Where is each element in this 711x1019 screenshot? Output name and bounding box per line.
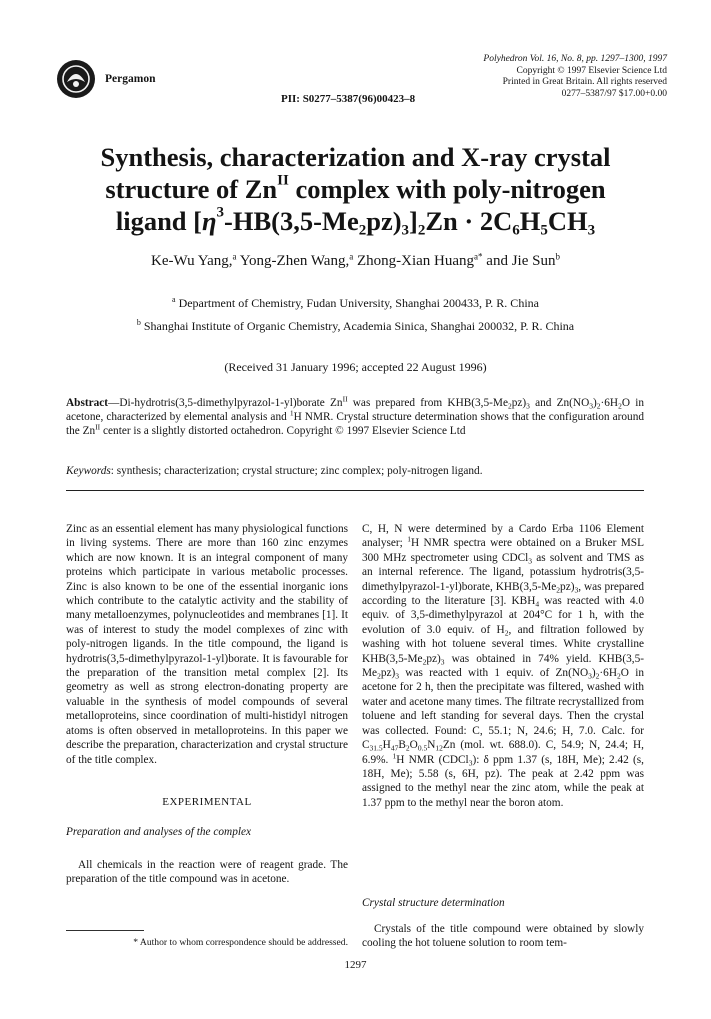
publisher-name: Pergamon bbox=[105, 73, 156, 85]
journal-citation: Polyhedron Vol. 16, No. 8, pp. 1297–1300, 1997 bbox=[483, 54, 667, 64]
subheading-preparation: Preparation and analyses of the complex bbox=[66, 826, 252, 838]
title-line-2: structure of $Zn^{II}$ complex with poly-nitrogen bbox=[105, 172, 606, 204]
left-column-intro bbox=[66, 522, 348, 767]
analysis-paragraph: C, H, N were determined by a Cardo Erba 1106 Element analyser; $^1$H NMR spectra were obtained on a Bruker MSL 300 MHz spectrometer using CDCl$_3$ as solvent and TMS as an internal reference. The ligand, potassium hydrotris(3,5-dimethylpyrazol-1-yl)borate, $KHB(3,5-Me_2pz)_3$, was prepared according to the literature [3]. $KBH_4$ was reacted with 4.0 equiv. of 3,5-dimethylpyrazol at 204°C for 1 h, with the evolution of 3.0 equiv. of $H_2$, and filtration followed by washing with hot toluene several times. White crystalline $KHB(3,5-Me_2pz)_3$ was obtained in 74% yield. $KHB(3,5-Me_2pz)_3$ was reacted with 1 equiv. of $Zn(NO_3)_2\cdot 6H_2O$ in acetone for 2 h, then the precipitate was filtered, washed with water and acetone many times. The filtrate recrystallized from toluene and left standing for several days. Then the crystal was collected. Found: C, 55.1; N, 24.6; H, 7.0. Calc. for $C_{31.5}H_{47}B_2O_{0.5}N_{12}Zn$ (mol. wt. 688.0). C, 54.9; N, 24.4; H, 6.9%. $^1$H NMR (CDCl$_3$): δ ppm 1.37 (s, 18H, Me); 2.42 (s, 18H, Me); 5.58 (s, 6H, pz). The peak at 2.42 ppm was assigned to the methyl near the zinc atom, while the peak at 1.37 ppm to the methyl near the boron atom. bbox=[362, 523, 644, 809]
preparation-paragraph: All chemicals in the reaction were of reagent grade. The preparation of the title compound was in acetone. bbox=[66, 859, 348, 886]
keywords: Keywords: synthesis; characterization; crystal structure; zinc complex; poly-nitrogen ligand. bbox=[66, 465, 483, 477]
abstract-divider bbox=[66, 490, 644, 491]
section-heading-experimental: EXPERIMENTAL bbox=[162, 796, 252, 808]
article-title bbox=[40, 141, 671, 237]
intro-paragraph: Zinc as an essential element has many physiological functions in living systems. There are more than 160 zinc enzymes which are now known. It is an integral component of many proteins which participate in various metabolic processes. Zinc is also known to be one of the essential inorganic ions which contribute to the catalytic activity and the stability of many metalloenzymes, polynucleotides and membranes [1]. It was of interest to study the model complexes of zinc with poly-nitrogen ligands. In the title compound, the ligand is hydrotris(3,5-dimethylpyrazol-1-yl)borate. It is favourable for the preparation of the transition metal complex [2]. Its geometry as well as strong electron-donating property are valuable in the synthesis of model compounds of several metalloproteins, since coordination of multi-histidyl nitrogen atoms is often observed in metalloproteins. In this paper we describe the preparation, characterization and crystal structure of the title complex. bbox=[66, 523, 348, 766]
crystal-paragraph: Crystals of the title compound were obtained by slowly cooling the hot toluene solution to room tem- bbox=[362, 923, 644, 950]
title-line-3: ligand $[\eta^3-HB(3,5-Me_2pz)_3]_2Zn \cdot 2C_6H_5CH_3$ bbox=[115, 204, 596, 239]
author: Ke-Wu Yang, bbox=[151, 253, 233, 269]
title-line-1: Synthesis, characterization and X-ray crystal bbox=[100, 142, 611, 172]
author: and Jie Sun bbox=[482, 253, 556, 269]
printed-line: Printed in Great Britain. All rights reserved bbox=[502, 77, 667, 88]
keywords-label: Keywords bbox=[66, 465, 111, 477]
price-line: 0277–5387/97 $17.00+0.00 bbox=[561, 88, 667, 99]
author: Zhong-Xian Huang bbox=[353, 253, 475, 269]
pii-identifier: PII: S0277–5387(96)00423–8 bbox=[281, 93, 416, 105]
journal-info bbox=[337, 54, 667, 100]
author-list: Ke-Wu Yang,$^a$ Yong-Zhen Wang,$^a$ Zhong-Xian Huang$^{a*}$ and Jie Sun$^b$ bbox=[151, 251, 560, 269]
abstract: Abstract—Di-hydrotris(3,5-dimethylpyrazol-1-yl)borate $Zn^{II}$ was prepared from $KHB(3,5-Me_2pz)_3$ and $Zn(NO_3)_2\cdot 6H_2O$ in acetone, characterized by elemental analysis and $^1$H NMR. Crystal structure determination shows that the configuration around the $Zn^{II}$ center is a slightly distorted octahedron. Copyright © 1997 Elsevier Science Ltd bbox=[66, 394, 644, 438]
footnote: * Author to whom correspondence should be addressed. bbox=[133, 937, 348, 948]
subheading-crystal-structure: Crystal structure determination bbox=[362, 897, 505, 909]
author: Yong-Zhen Wang, bbox=[236, 253, 350, 269]
pergamon-logo-icon bbox=[57, 60, 95, 98]
copyright-line: Copyright © 1997 Elsevier Science Ltd bbox=[516, 65, 667, 76]
publisher-logo bbox=[57, 60, 95, 98]
received-dates: (Received 31 January 1996; accepted 22 August 1996) bbox=[224, 360, 487, 374]
affiliation-a: $^a$ Department of Chemistry, Fudan University, Shanghai 200433, P. R. China bbox=[172, 295, 539, 310]
affiliation-b: $^b$ Shanghai Institute of Organic Chemistry, Academia Sinica, Shanghai 200032, P. R. China bbox=[136, 318, 575, 333]
page-number: 1297 bbox=[344, 959, 367, 971]
footnote-divider bbox=[66, 930, 144, 931]
abstract-label: Abstract bbox=[66, 397, 109, 409]
right-column-crystal bbox=[362, 922, 644, 951]
right-column-analysis bbox=[362, 522, 644, 810]
left-column-preparation bbox=[66, 858, 348, 887]
